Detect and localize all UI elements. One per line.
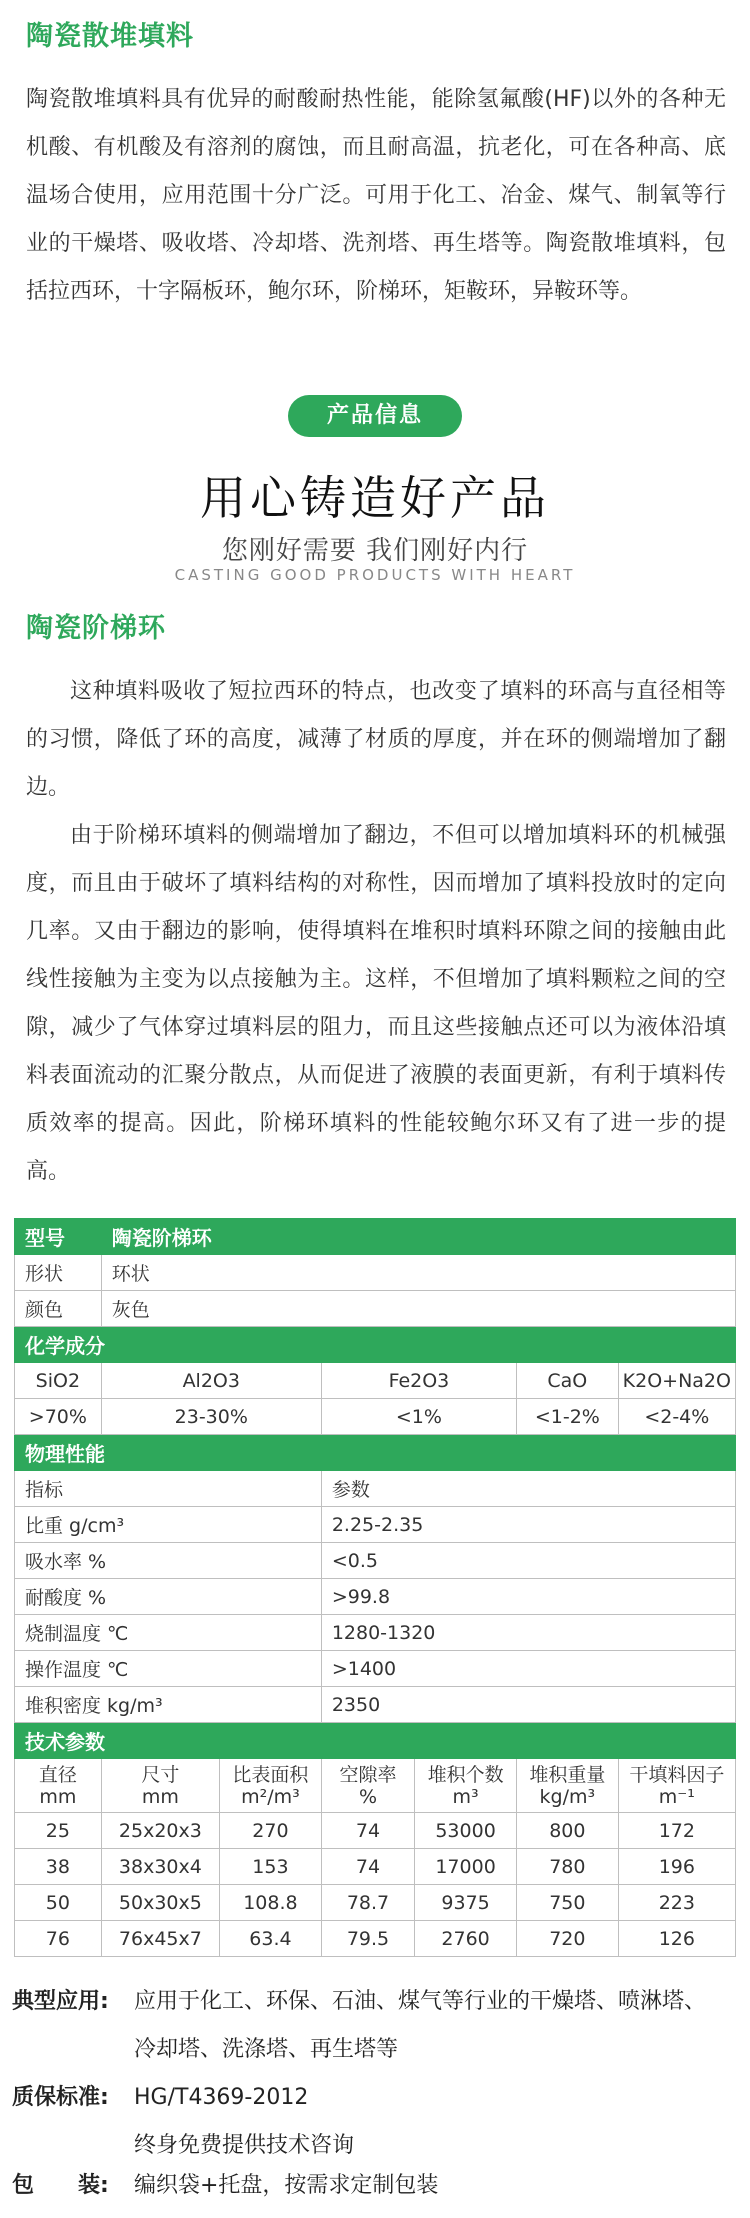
phys-value: >1400 [321, 1651, 735, 1687]
tech-header-row [15, 1759, 736, 1813]
product-para-1: 这种填料吸收了短拉西环的特点，也改变了填料的环高与直径相等的习惯，降低了环的高度，减薄了材质的厚度，并在环的侧端增加了翻边。 [26, 679, 726, 800]
tech-cell: 270 [220, 1813, 322, 1849]
color-value: 灰色 [101, 1291, 735, 1327]
packaging-line: 编织袋+托盘，按需求定制包装 [134, 2173, 439, 2198]
phys-value: 2350 [321, 1687, 735, 1723]
model-label: 型号 [15, 1219, 102, 1255]
tech-cell: 50x30x5 [101, 1885, 219, 1921]
tech-cell: 50 [15, 1885, 102, 1921]
phys-row [15, 1507, 736, 1543]
tech-cell: 9375 [415, 1885, 517, 1921]
phys-row [15, 1543, 736, 1579]
tech-cell: 223 [618, 1885, 735, 1921]
tech-cell: 800 [517, 1813, 619, 1849]
tech-cell: 17000 [415, 1849, 517, 1885]
phys-name: 耐酸度 % [15, 1579, 322, 1615]
phys-name: 吸水率 % [15, 1543, 322, 1579]
application-label: 典型应用: [12, 1989, 109, 2014]
tech-header: 空隙率 % [321, 1759, 414, 1813]
chem-header: Fe2O3 [321, 1363, 516, 1399]
tech-cell: 63.4 [220, 1921, 322, 1957]
tech-cell: 38 [15, 1849, 102, 1885]
tech-cell: 74 [321, 1849, 414, 1885]
application-block [12, 1978, 738, 2074]
phys-row [15, 1687, 736, 1723]
tech-cell: 76 [15, 1921, 102, 1957]
chem-value: 23-30% [101, 1399, 321, 1435]
product-title: 陶瓷阶梯环 [26, 613, 166, 644]
product-para-2: 由于阶梯环填料的侧端增加了翻边，不但可以增加填料环的机械强度，而且由于破坏了填料结构的对称性，因而增加了填料投放时的定向几率。又由于翻边的影响，使得填料在堆积时填料环隙之间的接触由此线性接触为主变为以点接触为主。这样，不但增加了填料颗粒之间的空隙，减少了气体穿过填料层的阻力，而且这些接触点还可以为液体沿填料表面流动的汇聚分散点，从而促进了液膜的表面更新，有利于填料传质效率的提高。因此，阶梯环填料的性能较鲍尔环又有了进一步的提高。 [26, 823, 726, 1184]
tech-cell: 76x45x7 [101, 1921, 219, 1957]
tech-cell: 38x30x4 [101, 1849, 219, 1885]
standard-block [12, 2074, 738, 2170]
chem-value: <2-4% [618, 1399, 735, 1435]
color-label: 颜色 [15, 1291, 102, 1327]
phys-value: 参数 [321, 1471, 735, 1507]
shape-label: 形状 [15, 1255, 102, 1291]
tech-row [15, 1885, 736, 1921]
phys-title-row [15, 1435, 736, 1471]
phys-row [15, 1579, 736, 1615]
tech-cell: 53000 [415, 1813, 517, 1849]
application-line-2: 冷却塔、洗涤塔、再生塔等 [134, 2037, 399, 2062]
phys-value: <0.5 [321, 1543, 735, 1579]
chem-header: Al2O3 [101, 1363, 321, 1399]
english-slogan: CASTING GOOD PRODUCTS WITH HEART [174, 566, 576, 584]
packaging-label: 包 装: [12, 2173, 109, 2198]
tech-cell: 25 [15, 1813, 102, 1849]
tech-cell: 2760 [415, 1921, 517, 1957]
phys-name: 烧制温度 ℃ [15, 1615, 322, 1651]
chem-value: <1% [321, 1399, 516, 1435]
tech-cell: 720 [517, 1921, 619, 1957]
phys-value: 2.25-2.35 [321, 1507, 735, 1543]
tech-cell: 126 [618, 1921, 735, 1957]
standard-line-1: HG/T4369-2012 [134, 2085, 309, 2110]
tech-cell: 153 [220, 1849, 322, 1885]
slogan: 用心铸造好产品 [200, 471, 550, 525]
application-line-1: 应用于化工、环保、石油、煤气等行业的干燥塔、喷淋塔、 [134, 1989, 707, 2014]
tech-cell: 74 [321, 1813, 414, 1849]
tech-title: 技术参数 [15, 1723, 736, 1759]
chem-header-row [15, 1363, 736, 1399]
standard-line-2: 终身免费提供技术咨询 [134, 2133, 355, 2158]
intro-title: 陶瓷散堆填料 [26, 21, 194, 52]
phys-row [15, 1615, 736, 1651]
tech-cell: 196 [618, 1849, 735, 1885]
phys-name: 指标 [15, 1471, 322, 1507]
shape-row [15, 1255, 736, 1291]
phys-name: 堆积密度 kg/m³ [15, 1687, 322, 1723]
phys-name: 操作温度 ℃ [15, 1651, 322, 1687]
model-value: 陶瓷阶梯环 [101, 1219, 735, 1255]
packaging-block [12, 2162, 738, 2210]
tech-cell: 79.5 [321, 1921, 414, 1957]
shape-value: 环状 [101, 1255, 735, 1291]
tech-header: 堆积个数 m³ [415, 1759, 517, 1813]
chem-header: K2O+Na2O [618, 1363, 735, 1399]
tech-cell: 78.7 [321, 1885, 414, 1921]
tech-cell: 780 [517, 1849, 619, 1885]
standard-label: 质保标准: [12, 2085, 109, 2110]
phys-title: 物理性能 [15, 1435, 736, 1471]
chem-value: >70% [15, 1399, 102, 1435]
tech-header: 比表面积 m²/m³ [220, 1759, 322, 1813]
chem-title: 化学成分 [15, 1327, 736, 1363]
chem-value: <1-2% [517, 1399, 619, 1435]
phys-row [15, 1471, 736, 1507]
phys-row [15, 1651, 736, 1687]
chem-title-row [15, 1327, 736, 1363]
model-row [15, 1219, 736, 1255]
tech-row [15, 1849, 736, 1885]
tech-header: 干填料因子 m⁻¹ [618, 1759, 735, 1813]
sub-slogan: 您刚好需要 我们刚好内行 [221, 536, 529, 566]
tech-header: 尺寸 mm [101, 1759, 219, 1813]
product-info-badge: 产品信息 [288, 395, 462, 437]
tech-cell: 172 [618, 1813, 735, 1849]
chem-header: CaO [517, 1363, 619, 1399]
tech-row [15, 1813, 736, 1849]
phys-value: 1280-1320 [321, 1615, 735, 1651]
tech-cell: 25x20x3 [101, 1813, 219, 1849]
tech-header: 堆积重量 kg/m³ [517, 1759, 619, 1813]
tech-header: 直径 mm [15, 1759, 102, 1813]
intro-text: 陶瓷散堆填料具有优异的耐酸耐热性能，能除氢氟酸(HF)以外的各种无机酸、有机酸及有溶剂的腐蚀，而且耐高温，抗老化，可在各种高、底温场合使用，应用范围十分广泛。可用于化工、冶金、煤气、制氧等行业的干燥塔、吸收塔、冷却塔、洗剂塔、再生塔等。陶瓷散堆填料，包括拉西环，十字隔板环，鲍尔环，阶梯环，矩鞍环，异鞍环等。 [26, 87, 726, 304]
chem-header: SiO2 [15, 1363, 102, 1399]
tech-cell: 750 [517, 1885, 619, 1921]
tech-row [15, 1921, 736, 1957]
color-row [15, 1291, 736, 1327]
spec-table [14, 1218, 736, 1957]
tech-cell: 108.8 [220, 1885, 322, 1921]
tech-title-row [15, 1723, 736, 1759]
chem-value-row [15, 1399, 736, 1435]
phys-value: >99.8 [321, 1579, 735, 1615]
phys-name: 比重 g/cm³ [15, 1507, 322, 1543]
